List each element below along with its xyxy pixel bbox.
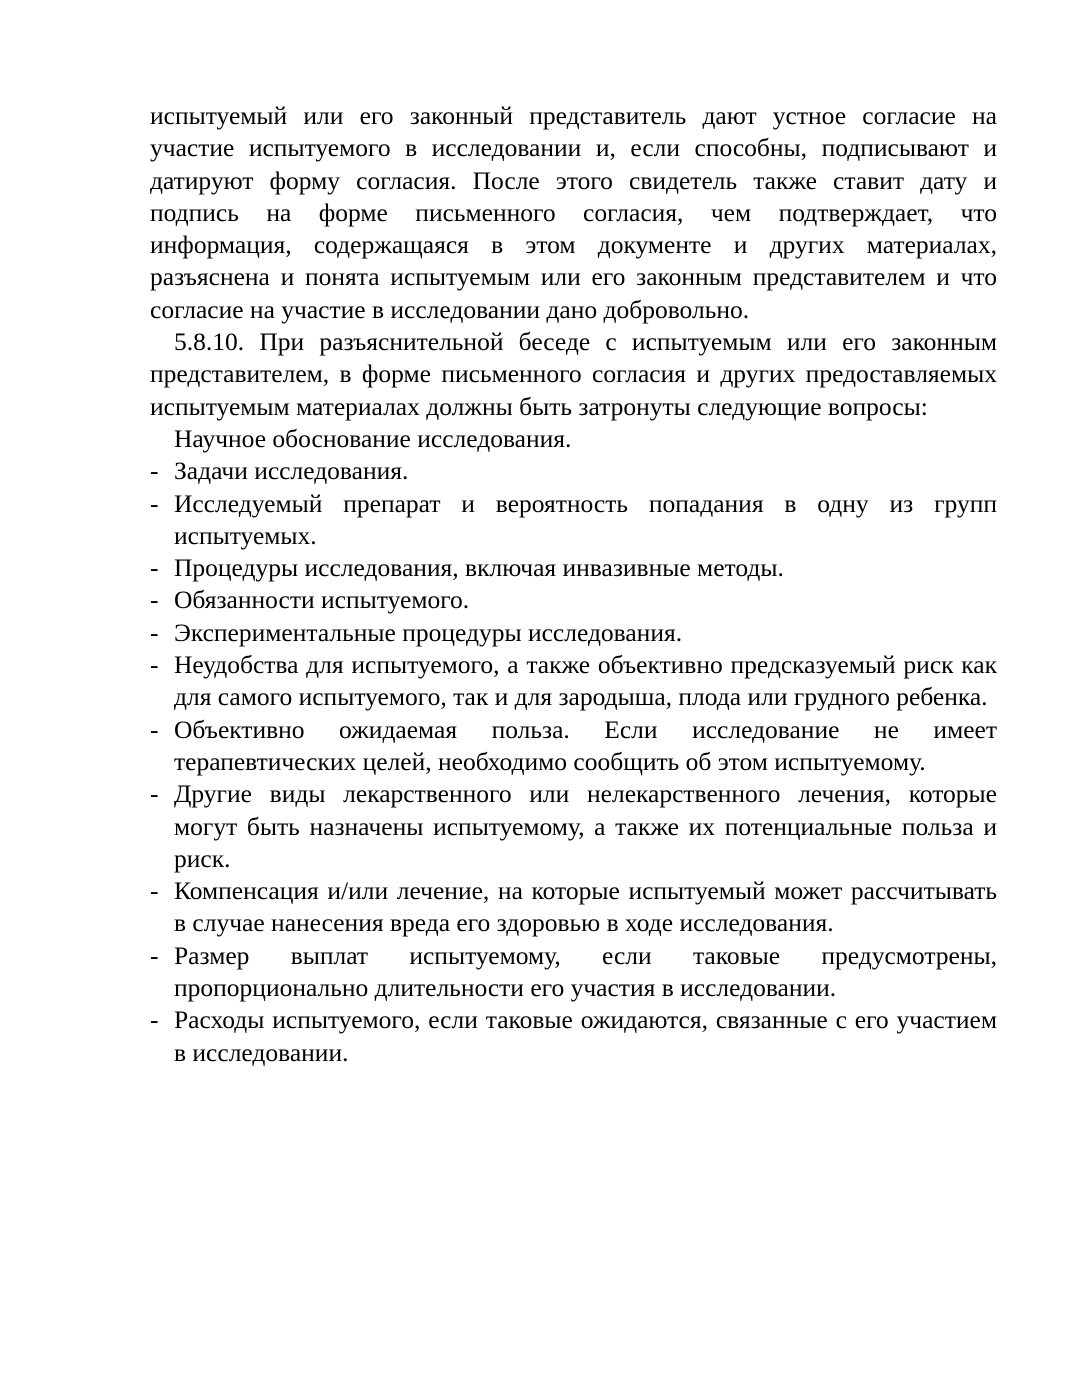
dash-marker: -	[150, 876, 159, 906]
questions-list	[150, 423, 997, 1069]
list-item	[150, 875, 997, 940]
list-item-text: Исследуемый препарат и вероятность попадания в одну из групп испытуемых.	[174, 488, 997, 550]
dash-marker: -	[150, 488, 159, 518]
dash-marker: -	[150, 714, 159, 744]
list-item-text: Компенсация и/или лечение, на которые испытуемый может рассчитывать в случае нанесения вреда его здоровью в ходе исследования.	[174, 876, 997, 938]
list-item	[150, 649, 997, 714]
list-item-text: Задачи исследования.	[174, 456, 409, 486]
list-item-text: Другие виды лекарственного или нелекарственного лечения, которые могут быть назначены испытуемому, а также их потенциальные польза и риск.	[174, 779, 997, 873]
dash-marker: -	[150, 1005, 159, 1035]
list-item-text: Процедуры исследования, включая инвазивные методы.	[174, 553, 784, 583]
dash-marker: -	[150, 553, 159, 583]
list-item	[150, 455, 997, 487]
list-item	[150, 584, 997, 616]
section-paragraph-5-8-10: 5.8.10. При разъяснительной беседе с испытуемым или его законным представителем, в форме письменного согласия и других предоставляемых испытуемым материалах должны быть затронуты следующие вопросы:	[150, 327, 997, 421]
dash-marker: -	[150, 585, 159, 615]
list-item	[150, 423, 997, 455]
list-item-text: Объективно ожидаемая польза. Если исследование не имеет терапевтических целей, необходимо сообщить об этом испытуемому.	[174, 714, 997, 776]
list-item	[150, 778, 997, 875]
dash-marker: -	[150, 650, 159, 680]
dash-marker: -	[150, 940, 159, 970]
list-item	[150, 1004, 997, 1069]
list-item	[150, 940, 997, 1005]
list-item-text: Размер выплат испытуемому, если таковые предусмотрены, пропорционально длительности его участия в исследовании.	[174, 940, 997, 1003]
list-item	[150, 714, 997, 779]
dash-marker: -	[150, 617, 159, 647]
list-item-text: Обязанности испытуемого.	[174, 585, 470, 615]
list-item-text: Экспериментальные процедуры исследования.	[174, 617, 683, 647]
list-item	[150, 488, 997, 553]
text-column	[150, 100, 997, 1069]
list-item-text: Научное обоснование исследования.	[174, 423, 572, 453]
dash-marker: -	[150, 456, 159, 486]
dash-marker: -	[150, 779, 159, 809]
list-item-text: Расходы испытуемого, если таковые ожидаются, связанные с его участием в исследовании.	[174, 1005, 997, 1067]
list-item-text: Неудобства для испытуемого, а также объективно предсказуемый риск как для самого испытуемого, так и для зародыша, плода или грудного ребенка.	[174, 650, 997, 712]
paragraph-continuation: испытуемый или его законный представитель дают устное согласие на участие испытуемого в исследовании и, если способны, подписывают и датируют форму согласия. После этого свидетель также ставит дату и подпись на форме письменного согласия, чем подтверждает, что информация, содержащаяся в этом документе и других материалах, разъяснена и понята испытуемым или его законным представителем и что согласие на участие в исследовании дано добровольно.	[150, 101, 997, 324]
list-item	[150, 552, 997, 584]
list-item	[150, 617, 997, 649]
